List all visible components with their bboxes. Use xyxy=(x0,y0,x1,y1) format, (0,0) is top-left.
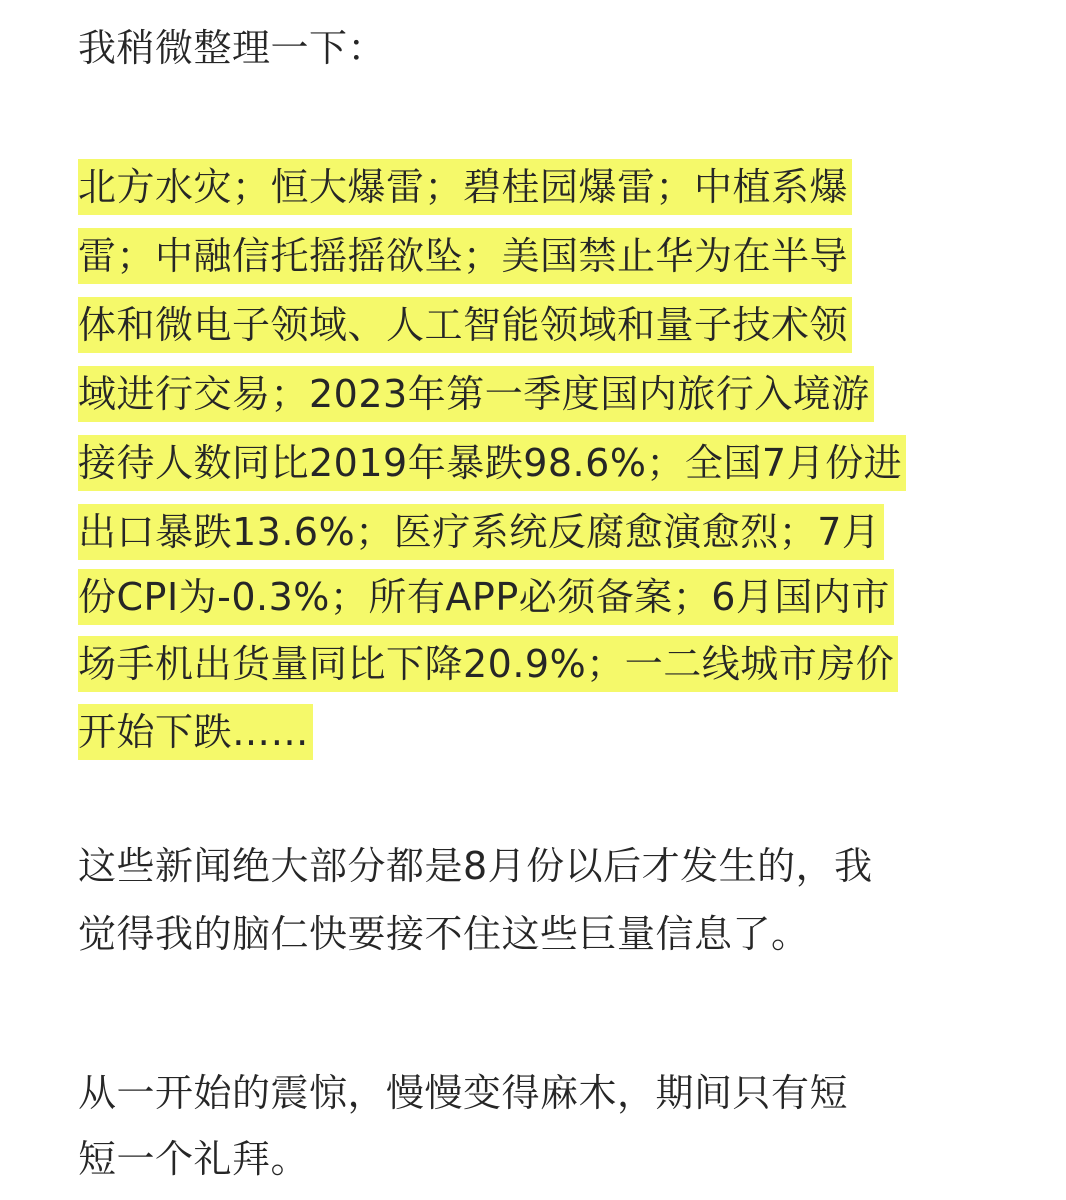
highlighted-line-text: 接待人数同比2019年暴跌98.6%；全国7月份进 xyxy=(78,435,906,491)
paragraph-line: 这些新闻绝大部分都是8月份以后才发生的，我 xyxy=(78,844,873,888)
highlighted-line xyxy=(78,294,854,356)
paragraph-line: 从一开始的震惊，慢慢变得麻木，期间只有短 xyxy=(78,1071,849,1115)
intro-text: 我稍微整理一下： xyxy=(78,26,387,70)
paragraph-line: 短一个礼拜。 xyxy=(78,1137,310,1181)
highlighted-line-text: 体和微电子领域、人工智能领域和量子技术领 xyxy=(78,297,852,353)
highlighted-line xyxy=(78,225,854,287)
highlighted-line xyxy=(78,701,315,763)
highlighted-line-text: 北方水灾；恒大爆雷；碧桂园爆雷；中植系爆 xyxy=(78,159,852,215)
highlighted-line xyxy=(78,432,908,494)
highlighted-line-text: 场手机出货量同比下降20.9%；一二线城市房价 xyxy=(78,636,898,692)
highlighted-line-text: 份CPI为-0.3%；所有APP必须备案；6月国内市 xyxy=(78,569,894,625)
highlighted-line xyxy=(78,363,876,425)
paragraph-line: 觉得我的脑仁快要接不住这些巨量信息了。 xyxy=(78,912,810,956)
highlighted-line-text: 雷；中融信托摇摇欲坠；美国禁止华为在半导 xyxy=(78,228,852,284)
highlighted-line xyxy=(78,156,854,218)
highlighted-line xyxy=(78,566,896,628)
highlighted-line-text: 域进行交易；2023年第一季度国内旅行入境游 xyxy=(78,366,874,422)
highlighted-line xyxy=(78,633,900,695)
highlighted-line-text: 出口暴跌13.6%；医疗系统反腐愈演愈烈；7月 xyxy=(78,504,884,560)
highlighted-line xyxy=(78,501,886,563)
highlighted-line-text: 开始下跌…… xyxy=(78,704,313,760)
